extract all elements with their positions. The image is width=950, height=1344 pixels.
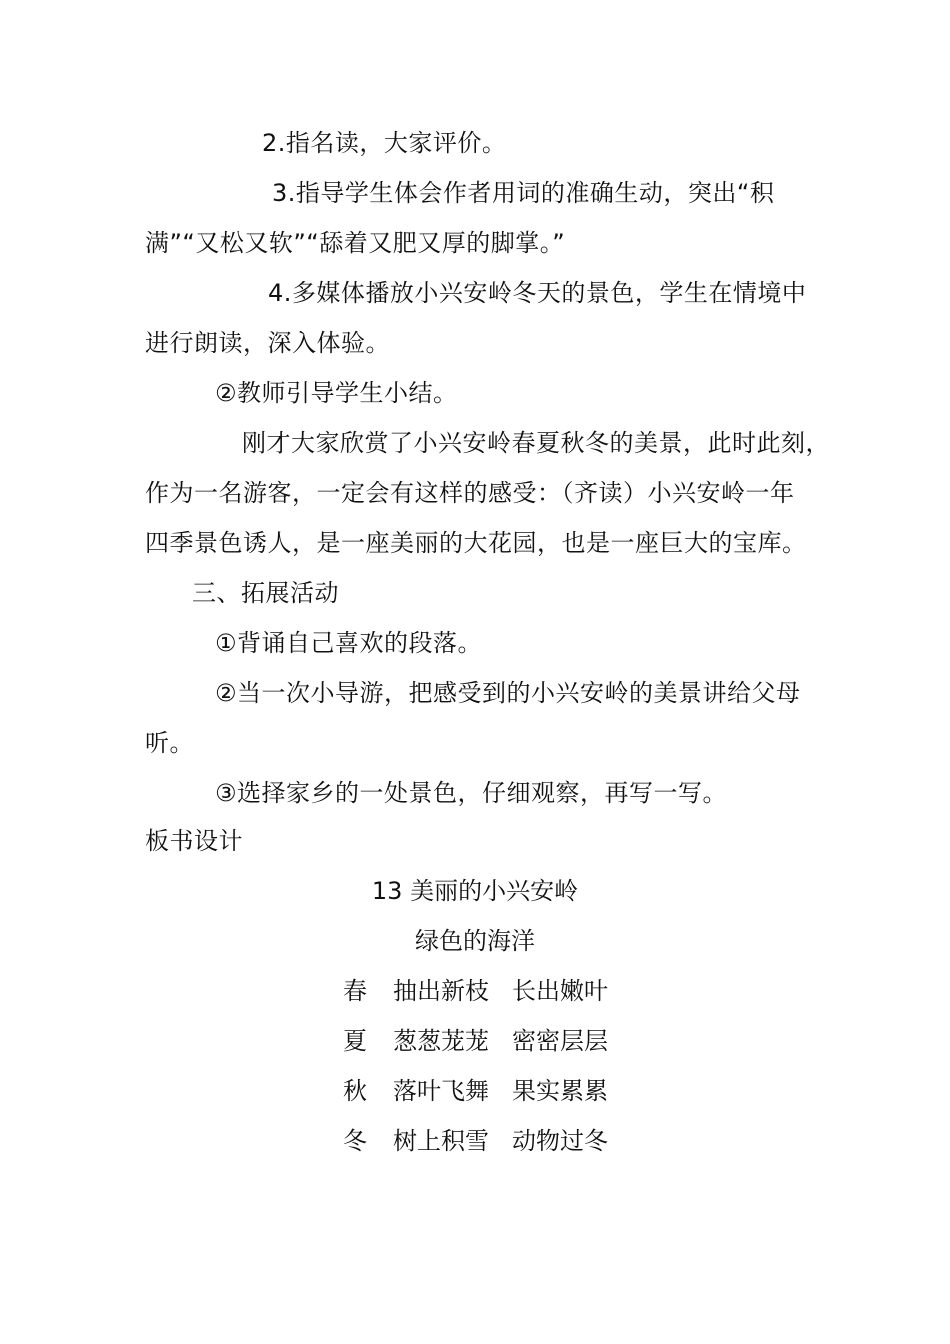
board-phrase: 密密层层: [512, 1027, 608, 1055]
board-phrase: 动物过冬: [512, 1127, 608, 1155]
board-title: 13 美丽的小兴安岭: [371, 877, 579, 905]
board-season-label: 夏: [343, 1027, 367, 1055]
activity-item-2-line-2: 听。: [145, 729, 194, 757]
paragraph-summary-line-3: 四季景色诱人，是一座美丽的大花园，也是一座巨大的宝库。: [145, 529, 807, 557]
board-phrase: 葱葱茏茏: [393, 1027, 489, 1055]
activity-item-1: ①背诵自己喜欢的段落。: [215, 629, 483, 657]
board-season-label: 秋: [343, 1077, 367, 1105]
paragraph-summary-line-1: 刚才大家欣赏了小兴安岭春夏秋冬的美景，此时此刻，: [242, 429, 830, 457]
board-phrase: 抽出新枝: [393, 977, 489, 1005]
board-season-label: 冬: [343, 1127, 367, 1155]
activity-item-3: ③选择家乡的一处景色，仔细观察，再写一写。: [215, 779, 728, 807]
paragraph-step-3-line-2: 满”“又松又软”“舔着又肥又厚的脚掌。”: [145, 229, 566, 257]
paragraph-step-2: 2.指名读，大家评价。: [262, 129, 507, 157]
board-phrase: 落叶飞舞: [393, 1077, 489, 1105]
board-phrase: 果实累累: [512, 1077, 608, 1105]
paragraph-summary-line-2: 作为一名游客，一定会有这样的感受：（齐读）小兴安岭一年: [145, 479, 795, 507]
board-phrase: 长出嫩叶: [512, 977, 608, 1005]
paragraph-summary-heading: ②教师引导学生小结。: [215, 379, 458, 407]
paragraph-step-4-line-2: 进行朗读，深入体验。: [145, 329, 390, 357]
board-subtitle: 绿色的海洋: [415, 927, 535, 955]
section-heading-extension: 三、拓展活动: [192, 579, 339, 607]
board-phrase: 树上积雪: [393, 1127, 489, 1155]
paragraph-step-3-line-1: 3.指导学生体会作者用词的准确生动，突出“积: [272, 179, 775, 207]
board-season-label: 春: [343, 977, 367, 1005]
board-design-heading: 板书设计: [145, 827, 243, 855]
activity-item-2-line-1: ②当一次小导游，把感受到的小兴安岭的美景讲给父母: [215, 679, 801, 707]
paragraph-step-4-line-1: 4.多媒体播放小兴安岭冬天的景色，学生在情境中: [268, 279, 807, 307]
